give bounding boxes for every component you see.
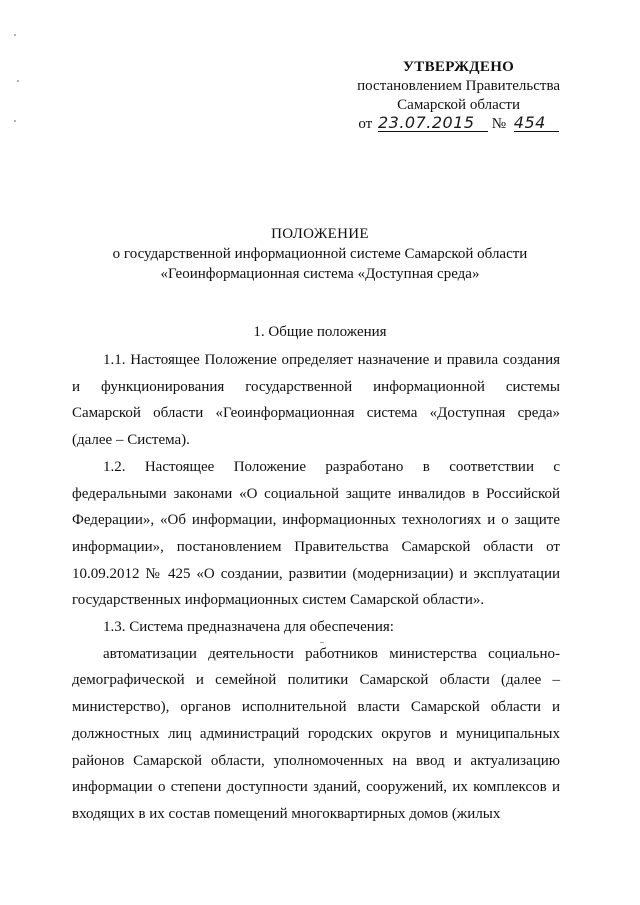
title-line2: о государственной информационной системе Самарской области (112, 246, 528, 262)
handwritten-number: 454 (514, 115, 559, 132)
paragraph-1-1: 1.1. Настоящее Положение определяет назначение и правила создания и функционирования государственной информационной системы Самарской области «Геоинформационная система «Доступная среда» (далее – Система). (72, 352, 560, 449)
scan-speck (14, 34, 16, 36)
date-prefix: от (358, 116, 373, 132)
paragraph-1-3-item: автоматизации деятельности работников министерства социально-демографической и семейной политики Самарской области (далее – министерство), органов исполнительной власти Самарской области и должностных лиц администраций городских округов и муниципальных районов Самарской области, уполномоченных на ввод и актуализацию информации о степени доступности зданий, сооружений, их комплексов и входящих в их состав помещений многоквартирных домов (жилых (72, 645, 560, 822)
approval-line2: Самарской области (397, 97, 520, 113)
scan-speck (14, 120, 16, 122)
document-body (72, 347, 560, 828)
scan-speck (17, 80, 19, 82)
title-line3: «Геоинформационная система «Доступная среда» (160, 266, 480, 282)
number-prefix: № (491, 116, 507, 132)
approval-stamp (357, 58, 560, 134)
title-line1: ПОЛОЖЕНИЕ (271, 226, 369, 242)
paragraph-1-2: 1.2. Настоящее Положение разработано в соответствии с федеральными законами «О социальной защите инвалидов в Российской Федерации», «Об информации, информационных технологиях и о защите информации», постановлением Правительства Самарской области от 10.09.2012 № 425 «О создании, развитии (модернизации) и эксплуатации государственных информационных систем Самарской области». (72, 458, 560, 609)
handwritten-date: 23.07.2015 (378, 115, 488, 132)
section-heading: 1. Общие положения (253, 324, 387, 340)
approval-heading: УТВЕРЖДЕНО (402, 59, 515, 75)
approval-line1: постановлением Правительства (357, 78, 560, 94)
paragraph-1-3: 1.3. Система предназначена для обеспечения: (103, 619, 394, 636)
document-title (0, 224, 640, 284)
approval-date-line (357, 115, 560, 134)
